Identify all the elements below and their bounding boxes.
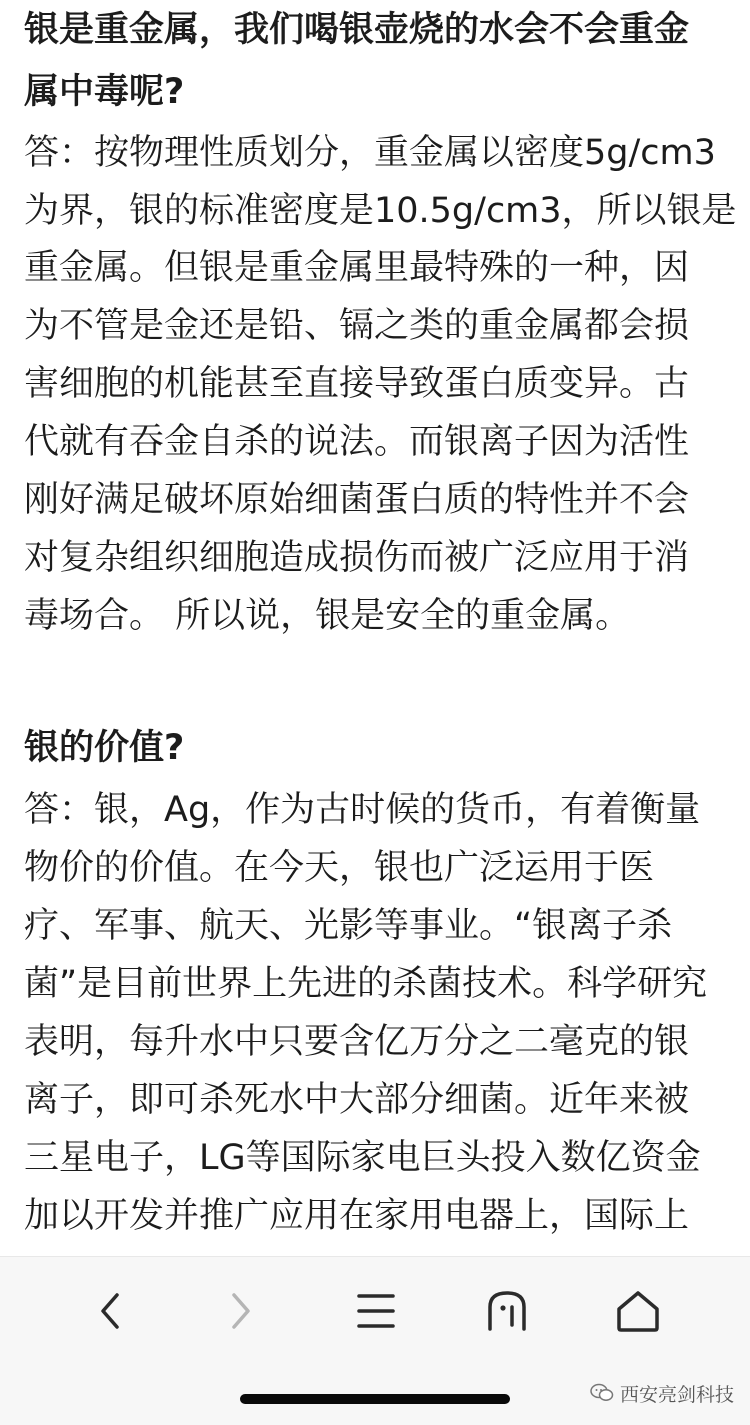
section1-body-line-8: 对复杂组织细胞造成损伤而被广泛应用于消	[24, 538, 690, 578]
section2-body-line-1: 答：银，Ag，作为古时候的货币，有着衡量	[24, 790, 701, 830]
section2-body-line-2: 物价的价值。在今天，银也广泛运用于医	[24, 848, 655, 888]
section2-body-line-4: 菌”是目前世界上先进的杀菌技术。科学研究	[24, 964, 708, 1004]
home-icon	[603, 1281, 673, 1341]
section1-body-line-7: 刚好满足破坏原始细菌蛋白质的特性并不会	[24, 480, 690, 520]
chevron-right-icon	[206, 1281, 276, 1341]
section2-body-line-5: 表明，每升水中只要含亿万分之二毫克的银	[24, 1022, 690, 1062]
section2-body-line-8: 加以开发并推广应用在家用电器上，国际上	[24, 1196, 690, 1236]
section1-body-line-9: 毒场合。 所以说，银是安全的重金属。	[24, 596, 631, 636]
watermark	[590, 1378, 734, 1408]
section1-title-line-1: 银是重金属，我们喝银壶烧的水会不会重金	[24, 10, 690, 50]
section1-body-line-5: 害细胞的机能甚至直接导致蛋白质变异。古	[24, 364, 690, 404]
section1-body-line-1: 答：按物理性质划分，重金属以密度5g/cm3	[24, 133, 716, 173]
section2-body-line-6: 离子，即可杀死水中大部分细菌。近年来被	[24, 1080, 690, 1120]
forward-button[interactable]	[206, 1281, 276, 1341]
wechat-icon	[590, 1383, 614, 1403]
section2-title: 银的价值?	[24, 728, 185, 768]
tabs-icon	[472, 1281, 542, 1341]
back-button[interactable]	[75, 1281, 145, 1341]
home-indicator[interactable]	[240, 1394, 510, 1404]
section1-body-line-6: 代就有吞金自杀的说法。而银离子因为活性	[24, 422, 690, 462]
tabs-button[interactable]	[472, 1281, 542, 1341]
menu-icon	[341, 1281, 411, 1341]
section1-body-line-2: 为界，银的标准密度是10.5g/cm3，所以银是	[24, 191, 737, 231]
section1-body-line-4: 为不管是金还是铅、镉之类的重金属都会损	[24, 306, 690, 346]
menu-button[interactable]	[341, 1281, 411, 1341]
watermark-text: 西安亮剑科技	[620, 1383, 735, 1406]
section1-title-line-2: 属中毒呢?	[24, 72, 185, 112]
home-button[interactable]	[603, 1281, 673, 1341]
section2-body-line-3: 疗、军事、航天、光影等事业。“银离子杀	[24, 906, 673, 946]
section2-body-line-7: 三星电子，LG等国际家电巨头投入数亿资金	[24, 1138, 701, 1178]
chevron-left-icon	[75, 1281, 145, 1341]
section1-body-line-3: 重金属。但银是重金属里最特殊的一种，因	[24, 248, 690, 288]
